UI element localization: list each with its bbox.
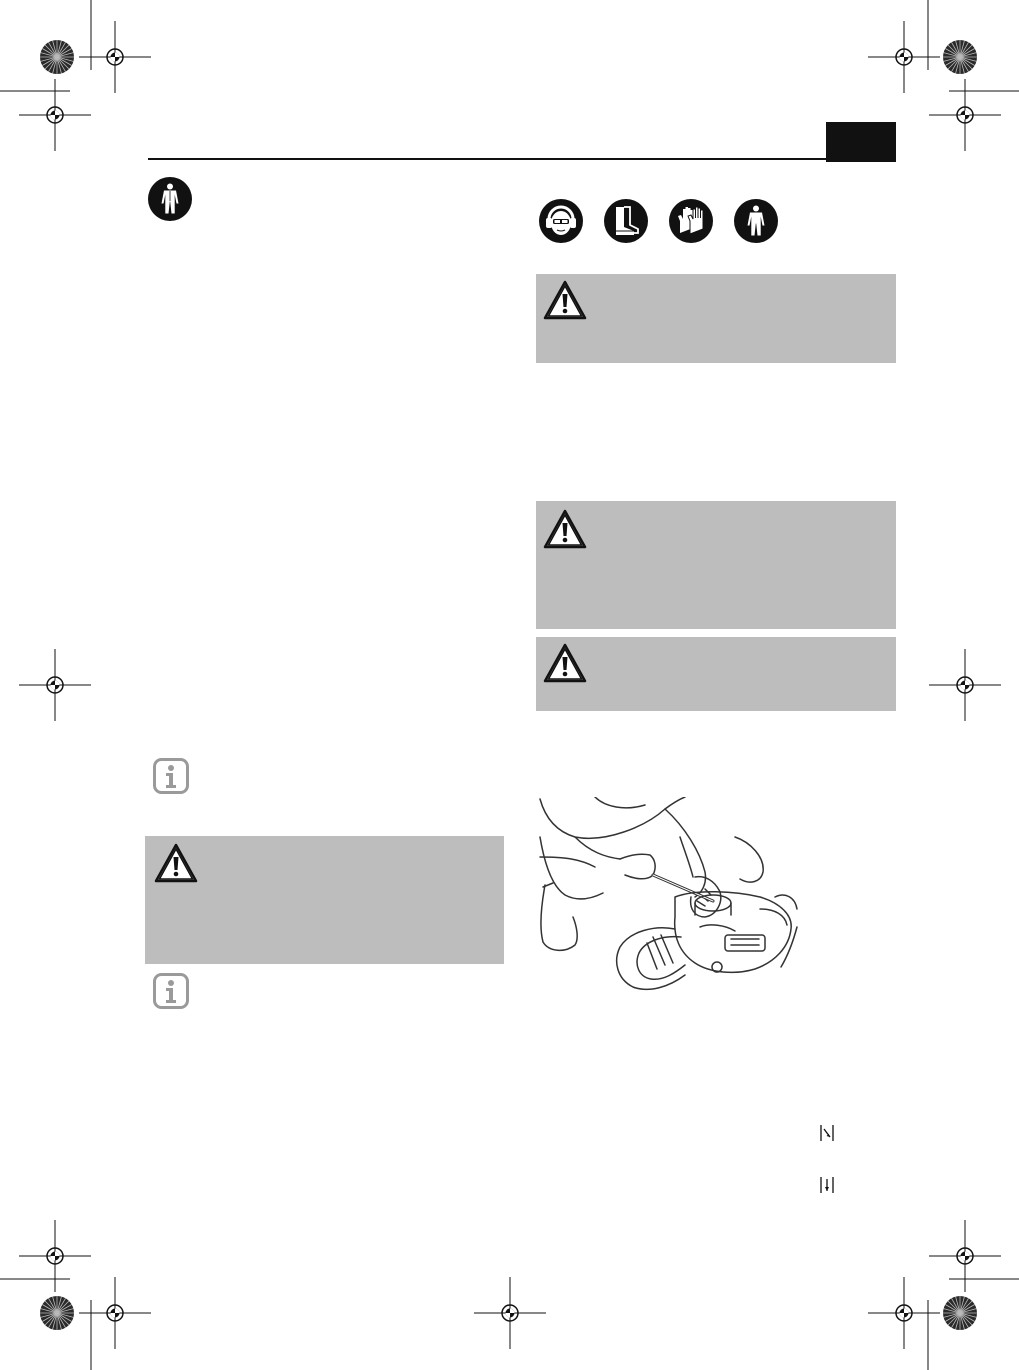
warning-box [536, 637, 896, 711]
choke-open-symbol [819, 1176, 835, 1194]
safety-boots-icon [604, 199, 648, 243]
header-rule [148, 158, 826, 160]
header-language-tab [826, 122, 896, 162]
ear-and-eye-protection-icon [539, 199, 583, 243]
choke-closed-symbol [819, 1124, 835, 1142]
starting-hedge-trimmer-illustration [535, 797, 800, 993]
protective-clothing-icon [148, 177, 192, 221]
warning-triangle-icon [543, 643, 587, 683]
warning-triangle-icon [154, 843, 198, 883]
info-icon [153, 758, 189, 794]
warning-triangle-icon [543, 280, 587, 320]
warning-box [536, 501, 896, 629]
warning-box [536, 274, 896, 363]
warning-box [145, 836, 504, 964]
protective-clothing-icon [734, 199, 778, 243]
info-icon [153, 973, 189, 1009]
warning-triangle-icon [543, 509, 587, 549]
protective-gloves-icon [669, 199, 713, 243]
